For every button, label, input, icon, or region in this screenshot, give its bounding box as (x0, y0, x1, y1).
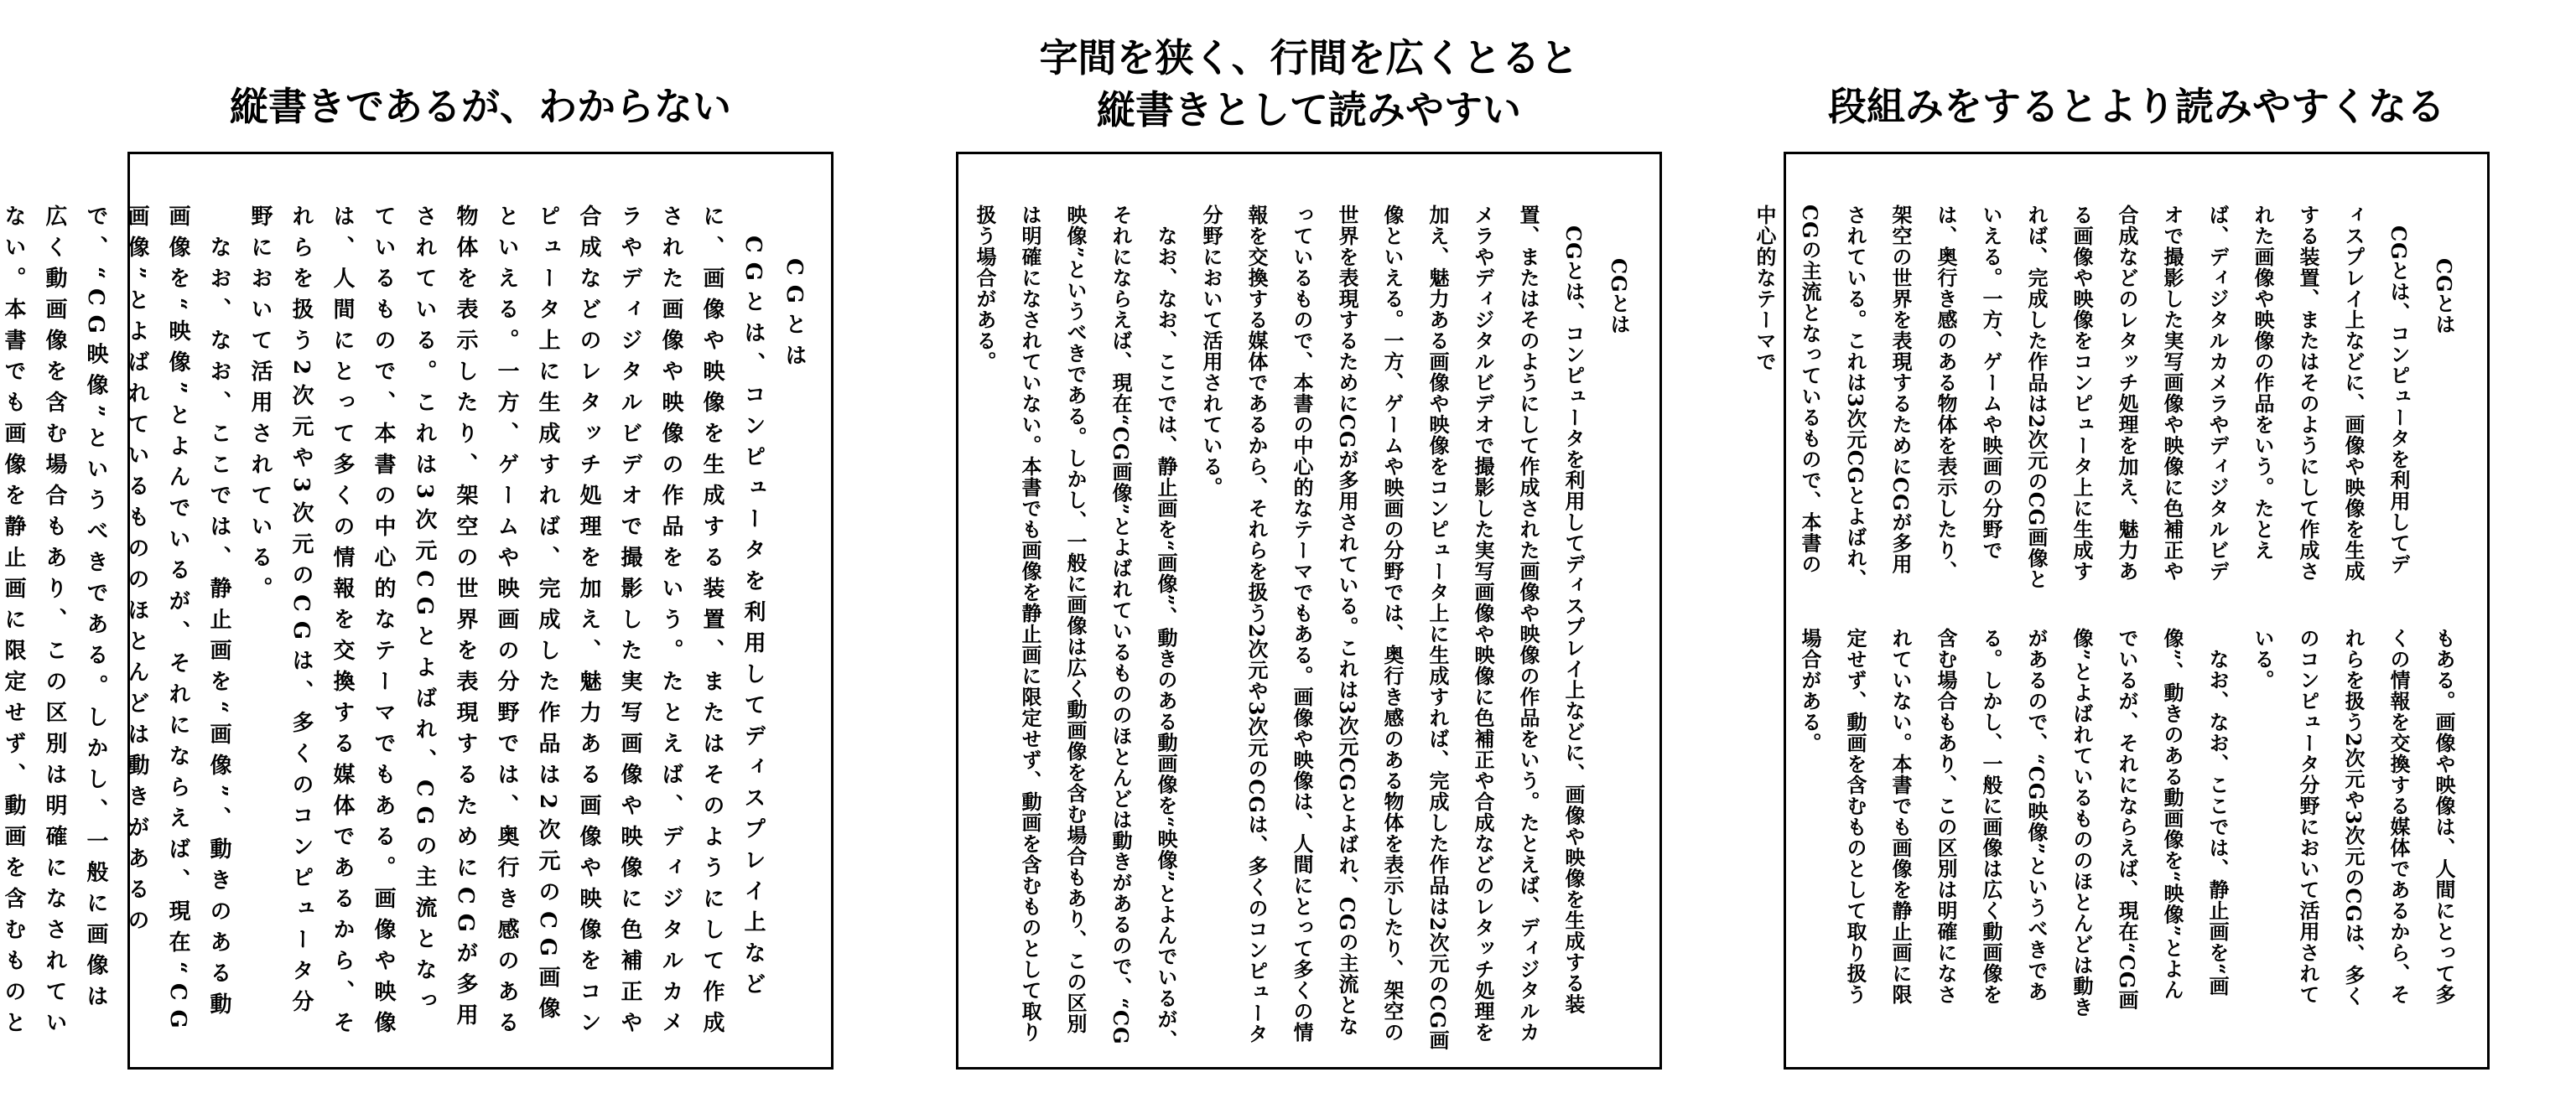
panel-2-title-line-2: 縦書きとして読みやすい (1097, 87, 1521, 132)
panel-3-column-2-paragraph-2: なお、なお、ここでは、静止画を“画像”、動きのある動画像を“映像”とよんでいるが、それにならえば、現在“CG画像”とよばれているもののほとんどは動きがあるので、“CG映像”というべきである。しかし、一般に画像は広く動画像を含む場合もあり、この区別は明確になされていない。本書でも画像を静止画に限定せず、動画を含むものとして取り扱う場合がある。 (1798, 628, 2230, 1018)
panel-3-column-1-text: CGとは、コンピュータを利用してディスプレイ上などに、画像や映像を生成する装置、またはそのようにして作成された画像や映像の作品をいう。たとえば、ディジタルカメラやディジタルビデオで撮影した実写画像や映像に色補正や合成などのレタッチ処理を加え、魅力ある画像や映像をコンピュータ上に生成すれば、完成した作品は2次元のCG画像といえる。一方、ゲームや映画の分野では、奥行き感のある物体を表示したり、架空の世界を表現するためにCGが多用されている。これは3次元CGとよばれ、CGの主流となっているもので、本書の中心的なテーマで (1753, 205, 2411, 590)
panel-1-title (127, 80, 834, 132)
panel-1-heading: CGとは (782, 258, 807, 375)
panel-3-column-2-paragraph-1: もある。画像や映像は、人間にとって多くの情報を交換する媒体であるから、それらを扱う2次元や3次元のCGは、多くのコンピュータ分野において活用されている。 (2251, 628, 2456, 1007)
panel-2-paragraph-2: なお、なお、ここでは、静止画を“画像”、動きのある動画像を“映像”とよんでいるが、それにならえば、現在“CG画像”とよばれているもののほとんどは動きがあるので、“CG映像”というべきである。しかし、一般に画像は広く動画像を含む場合もあり、この区別は明確になされていない。本書でも画像を静止画に限定せず、動画を含むものとして取り扱う場合がある。 (973, 205, 1178, 1051)
panel-2-heading: CGとは (1607, 258, 1631, 335)
panel-1-title-line-1: 縦書きであるが、わからない (230, 84, 731, 129)
panel-2-title (956, 32, 1662, 136)
panel-3-column-2 (1798, 628, 2466, 1018)
panel-2-paragraph-1: CGとは、コンピュータを利用してディスプレイ上などに、画像や映像を生成する装置、またはそのようにして作成された画像や映像の作品をいう。たとえば、ディジタルカメラやディジタルビデオで撮影した実写画像や映像に色補正や合成などのレタッチ処理を加え、魅力ある画像や映像をコンピュータ上に生成すれば、完成した作品は2次元のCG画像といえる。一方、ゲームや映画の分野では、奥行き感のある物体を表示したり、架空の世界を表現するためにCGが多用されている。これは3次元CGとよばれ、CGの主流となっているもので、本書の中心的なテーマでもある。画像や映像は、人間にとって多くの情報を交換する媒体であるから、それらを扱う2次元や3次元のCGは、多くのコンピュータ分野において活用されている。 (1199, 205, 1586, 1051)
panel-3-text-box (1753, 152, 2490, 1070)
panel-3-title-line-1: 段組みをするとより読みやすくなる (1828, 84, 2445, 129)
panel-1-paragraph-1: CGとは、コンピュータを利用してディスプレイ上などに、画像や映像を生成する装置、またはそのようにして作成された画像や映像の作品をいう。たとえば、ディジタルカメラやディジタルビデオで撮影した実写画像や映像に色補正や合成などのレタッチ処理を加え、魅力ある画像や映像をコンピュータ上に生成すれば、完成した作品は2次元のCG画像といえる。一方、ゲームや映画の分野では、奥行き感のある物体を表示したり、架空の世界を表現するためにCGが多用されている。これは3次元CGとよばれ、CGの主流となっているもので、本書の中心的なテーマでもある。画像や映像は、人間にとって多くの情報を交換する媒体であるから、それらを扱う2次元や3次元のCGは、多くのコンピュータ分野において活用されている。 (247, 205, 766, 1042)
panel-2-title-line-1: 字間を狭く、行間を広くとると (1039, 35, 1579, 80)
panel-2-vertical-text (970, 205, 1641, 1051)
panel-3-column-1 (1753, 205, 2466, 594)
panel-3-heading: CGとは (2432, 258, 2456, 335)
panel-3-title (1784, 80, 2490, 132)
panel-1-paragraph-2: なお、なお、ここでは、静止画を“画像”、動きのある動画像を“映像”とよんでいるが、それにならえば、現在“CG画像”とよばれているもののほとんどは動きがあるので、“CG映像”というべきである。しかし、一般に画像は広く動画像を含む場合もあり、この区別は明確になされていない。本書でも画像を静止画に限定せず、動画を含むものと (1, 205, 231, 1042)
panel-1-text-box (1, 152, 834, 1070)
panel-2-text-box (956, 152, 1662, 1070)
panel-1-vertical-text (1, 205, 814, 1043)
